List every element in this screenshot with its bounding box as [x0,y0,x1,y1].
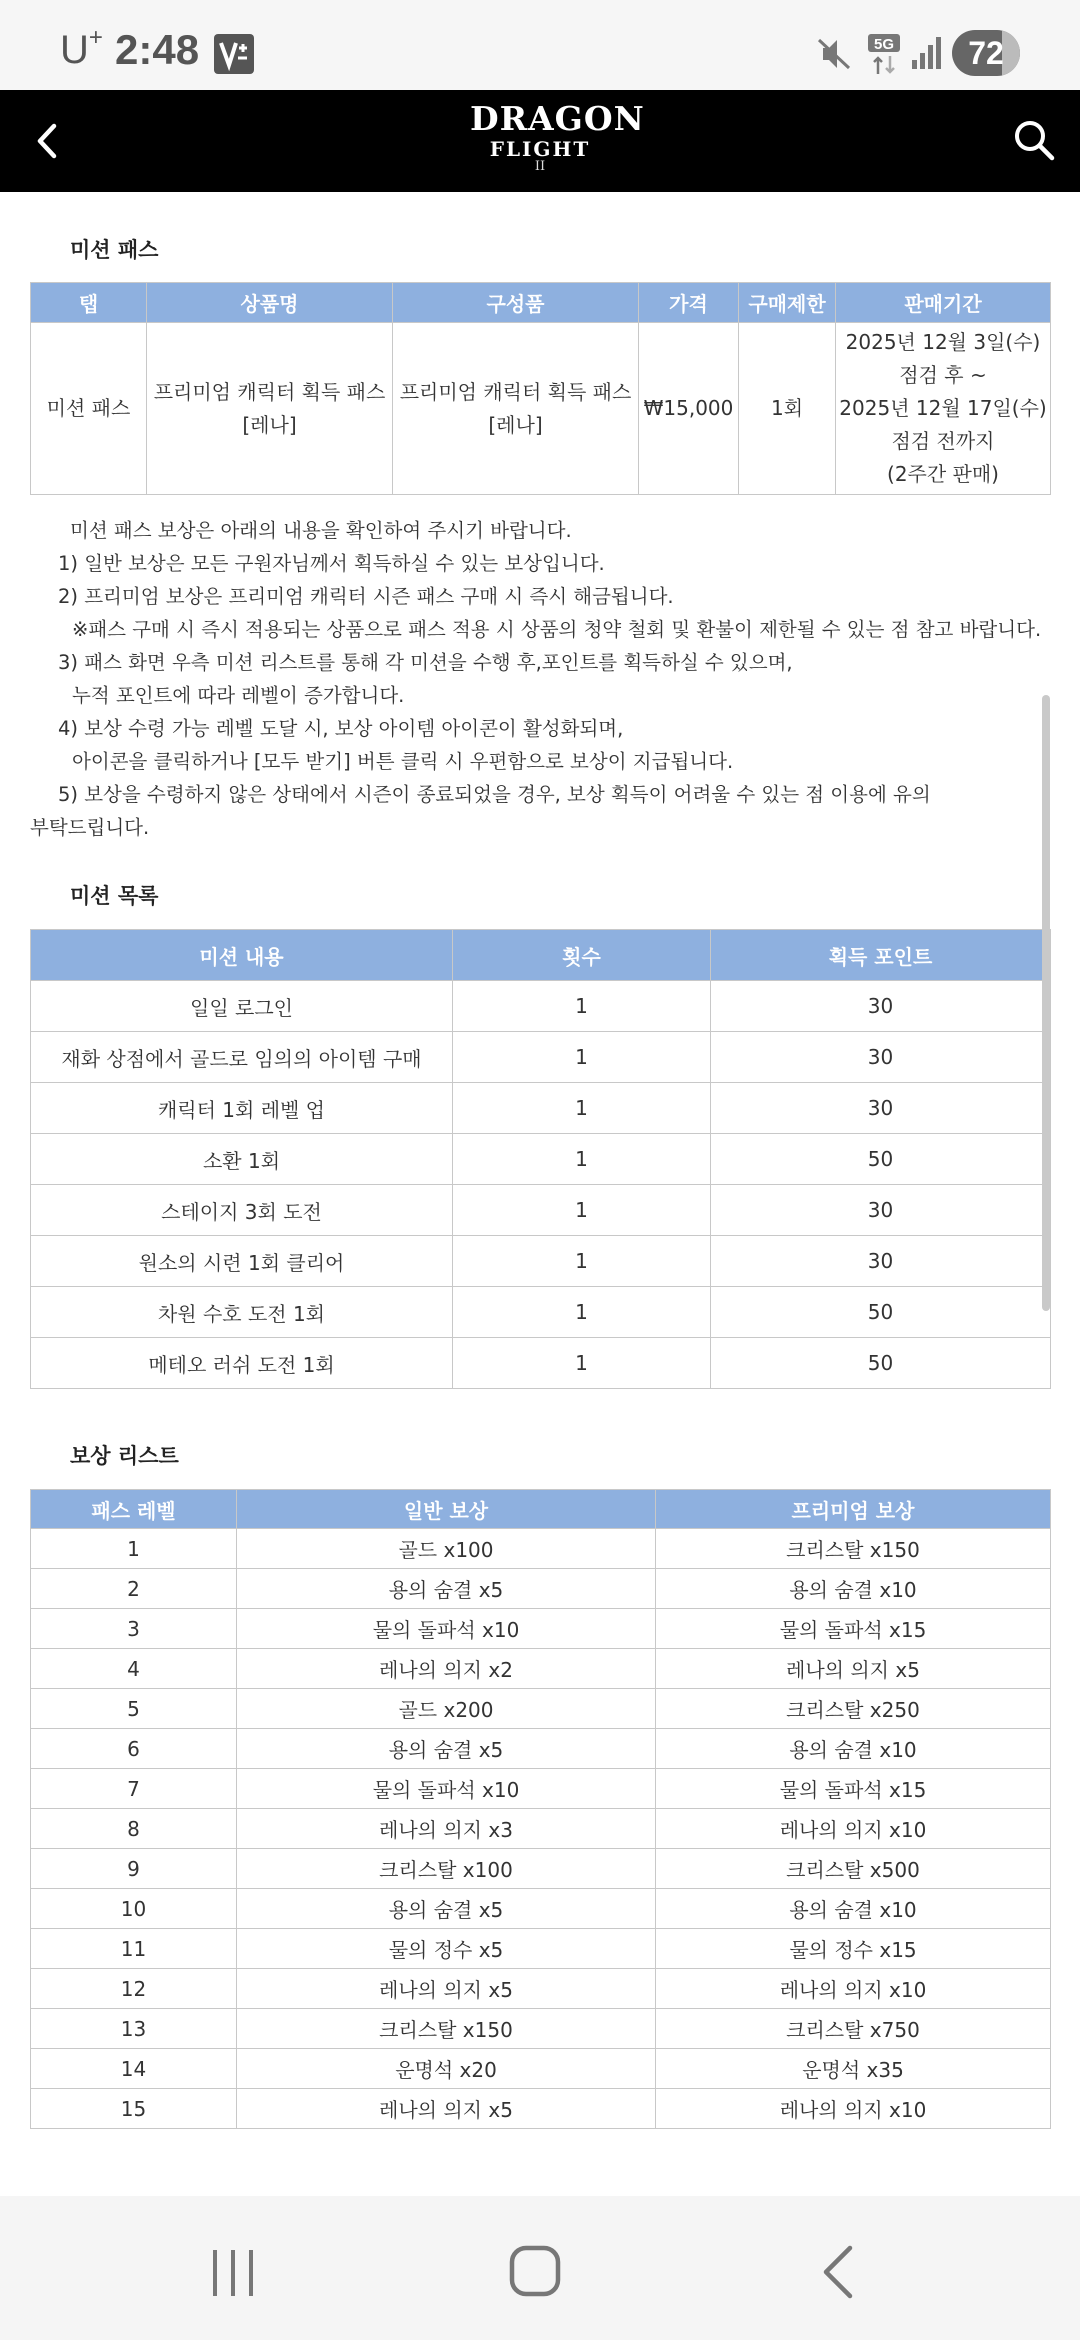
normal-reward-cell: 레나의 의지 x5 [237,2089,656,2129]
premium-reward-cell: 레나의 의지 x5 [656,1649,1051,1689]
table-row [31,2009,1051,2049]
app-header [0,90,1080,192]
normal-reward-cell: 물의 정수 x5 [237,1929,656,1969]
mission-cell: 메테오 러쉬 도전 1회 [31,1338,453,1389]
table-header-row [31,283,1051,323]
carrier-label: U+ [60,24,103,72]
table-row [31,1569,1051,1609]
network-5g-icon [866,34,902,80]
normal-reward-cell: 운명석 x20 [237,2049,656,2089]
recent-apps-icon[interactable] [210,2248,256,2302]
note-line: 부탁드립니다. [30,816,150,839]
level-cell: 1 [31,1529,237,1569]
table-row [31,1689,1051,1729]
mission-cell: 스테이지 3회 도전 [31,1185,453,1236]
normal-reward-cell: 골드 x200 [237,1689,656,1729]
level-cell: 3 [31,1609,237,1649]
column-header: 패스 레벨 [31,1490,237,1529]
points-cell: 50 [711,1134,1051,1185]
system-nav-bar [0,2196,1080,2340]
mission-list-title: 미션 목록 [70,884,159,908]
contents-cell: 프리미엄 캐릭터 획득 패스 [레나] [393,323,639,495]
column-header: 판매기간 [836,283,1051,323]
level-cell: 13 [31,2009,237,2049]
count-cell: 1 [453,1338,711,1389]
column-header: 탭 [31,283,147,323]
table-row [31,1529,1051,1569]
table-row [31,1609,1051,1649]
table-row [31,2089,1051,2129]
level-cell: 11 [31,1929,237,1969]
level-cell: 6 [31,1729,237,1769]
note-line: 5) 보상을 수령하지 않은 상태에서 시즌이 종료되었을 경우, 보상 획득이 어려울 수 있는 점 이용에 유의 [58,783,931,806]
mission-list-table [30,929,1051,1389]
points-cell: 50 [711,1287,1051,1338]
premium-reward-cell: 크리스탈 x250 [656,1689,1051,1729]
mission-cell: 소환 1회 [31,1134,453,1185]
level-cell: 9 [31,1849,237,1889]
normal-reward-cell: 크리스탈 x100 [237,1849,656,1889]
level-cell: 8 [31,1809,237,1849]
normal-reward-cell: 골드 x100 [237,1529,656,1569]
table-row [31,2049,1051,2089]
count-cell: 1 [453,1236,711,1287]
premium-reward-cell: 크리스탈 x750 [656,2009,1051,2049]
battery-indicator: 72 [952,30,1020,76]
normal-reward-cell: 물의 돌파석 x10 [237,1609,656,1649]
table-row [31,981,1051,1032]
points-cell: 30 [711,1032,1051,1083]
table-header-row [31,930,1051,981]
period-cell: 2025년 12월 3일(수) 점검 후 ~ 2025년 12월 17일(수) 점검 전까지 (2주간 판매) [836,323,1051,495]
level-cell: 4 [31,1649,237,1689]
nav-back-icon[interactable] [818,2244,858,2304]
premium-reward-cell: 용의 숨결 x10 [656,1889,1051,1929]
table-row [31,1185,1051,1236]
content-area [0,192,1080,2192]
note-line: 아이콘을 클릭하거나 [모두 받기] 버튼 클릭 시 우편함으로 보상이 지급됩니다. [72,750,734,773]
reward-list-title: 보상 리스트 [70,1444,179,1468]
normal-reward-cell: 물의 돌파석 x10 [237,1769,656,1809]
price-cell: ₩15,000 [639,323,739,495]
back-arrow-icon[interactable] [24,118,70,164]
table-row [31,1969,1051,2009]
count-cell: 1 [453,1287,711,1338]
table-row [31,1929,1051,1969]
scrollbar[interactable] [1042,695,1050,1311]
column-header: 프리미엄 보상 [656,1490,1051,1529]
normal-reward-cell: 용의 숨결 x5 [237,1889,656,1929]
points-cell: 50 [711,1338,1051,1389]
note-line: 누적 포인트에 따라 레벨이 증가합니다. [72,684,405,707]
vpn-app-icon [214,34,254,74]
product-name-cell: 프리미엄 캐릭터 획득 패스 [레나] [147,323,393,495]
table-row [31,1889,1051,1929]
status-bar [0,0,1080,90]
points-cell: 30 [711,1236,1051,1287]
column-header: 구매제한 [739,283,836,323]
dragon-flight-logo: DRAGON FLIGHT II [470,99,645,174]
tab-cell: 미션 패스 [31,323,147,495]
premium-reward-cell: 운명석 x35 [656,2049,1051,2089]
level-cell: 5 [31,1689,237,1729]
limit-cell: 1회 [739,323,836,495]
premium-reward-cell: 레나의 의지 x10 [656,1969,1051,2009]
normal-reward-cell: 크리스탈 x150 [237,2009,656,2049]
count-cell: 1 [453,981,711,1032]
points-cell: 30 [711,1083,1051,1134]
table-row [31,1287,1051,1338]
count-cell: 1 [453,1083,711,1134]
premium-reward-cell: 레나의 의지 x10 [656,2089,1051,2129]
mission-cell: 일일 로그인 [31,981,453,1032]
table-row [31,1338,1051,1389]
normal-reward-cell: 레나의 의지 x3 [237,1809,656,1849]
search-icon[interactable] [1012,118,1056,166]
premium-reward-cell: 크리스탈 x150 [656,1529,1051,1569]
column-header: 미션 내용 [31,930,453,981]
level-cell: 2 [31,1569,237,1609]
premium-reward-cell: 용의 숨결 x10 [656,1569,1051,1609]
pass-notes [30,514,1060,844]
note-line: 2) 프리미엄 보상은 프리미엄 캐릭터 시즌 패스 구매 시 즉시 해금됩니다. [58,585,674,608]
count-cell: 1 [453,1032,711,1083]
column-header: 가격 [639,283,739,323]
premium-reward-cell: 물의 돌파석 x15 [656,1769,1051,1809]
premium-reward-cell: 물의 돌파석 x15 [656,1609,1051,1649]
normal-reward-cell: 레나의 의지 x2 [237,1649,656,1689]
level-cell: 14 [31,2049,237,2089]
column-header: 일반 보상 [237,1490,656,1529]
column-header: 횟수 [453,930,711,981]
table-row [31,1769,1051,1809]
count-cell: 1 [453,1185,711,1236]
status-time: 2:48 [115,26,200,73]
reward-list-table [30,1489,1051,2129]
premium-reward-cell: 물의 정수 x15 [656,1929,1051,1969]
level-cell: 7 [31,1769,237,1809]
note-line: 1) 일반 보상은 모든 구원자님께서 획득하실 수 있는 보상입니다. [58,552,605,575]
points-cell: 30 [711,981,1051,1032]
svg-text:5G: 5G [873,36,895,53]
level-cell: 15 [31,2089,237,2129]
table-row [31,1236,1051,1287]
note-line: 4) 보상 수령 가능 레벨 도달 시, 보상 아이템 아이콘이 활성화되며, [58,717,624,740]
table-row [31,1649,1051,1689]
home-icon[interactable] [508,2244,562,2302]
mission-cell: 원소의 시련 1회 클리어 [31,1236,453,1287]
table-row [31,1729,1051,1769]
mission-pass-table [30,282,1051,495]
normal-reward-cell: 용의 숨결 x5 [237,1729,656,1769]
count-cell: 1 [453,1134,711,1185]
table-row [31,1032,1051,1083]
table-row [31,323,1051,495]
table-row [31,1083,1051,1134]
column-header: 상품명 [147,283,393,323]
mission-cell: 재화 상점에서 골드로 임의의 아이템 구매 [31,1032,453,1083]
note-line: 미션 패스 보상은 아래의 내용을 확인하여 주시기 바랍니다. [70,519,572,542]
premium-reward-cell: 레나의 의지 x10 [656,1809,1051,1849]
premium-reward-cell: 크리스탈 x500 [656,1849,1051,1889]
premium-reward-cell: 용의 숨결 x10 [656,1729,1051,1769]
table-row [31,1809,1051,1849]
mute-icon [815,36,855,76]
normal-reward-cell: 용의 숨결 x5 [237,1569,656,1609]
mission-cell: 캐릭터 1회 레벨 업 [31,1083,453,1134]
mission-pass-title: 미션 패스 [70,238,159,262]
normal-reward-cell: 레나의 의지 x5 [237,1969,656,2009]
mission-cell: 차원 수호 도전 1회 [31,1287,453,1338]
column-header: 획득 포인트 [711,930,1051,981]
level-cell: 10 [31,1889,237,1929]
table-header-row [31,1490,1051,1529]
signal-strength-icon [910,36,944,74]
column-header: 구성품 [393,283,639,323]
note-line: ※패스 구매 시 즉시 적용되는 상품으로 패스 적용 시 상품의 청약 철회 및 환불이 제한될 수 있는 점 참고 바랍니다. [72,618,1042,641]
table-row [31,1849,1051,1889]
table-row [31,1134,1051,1185]
level-cell: 12 [31,1969,237,2009]
note-line: 3) 패스 화면 우측 미션 리스트를 통해 각 미션을 수행 후,포인트를 획득하실 수 있으며, [58,651,793,674]
points-cell: 30 [711,1185,1051,1236]
